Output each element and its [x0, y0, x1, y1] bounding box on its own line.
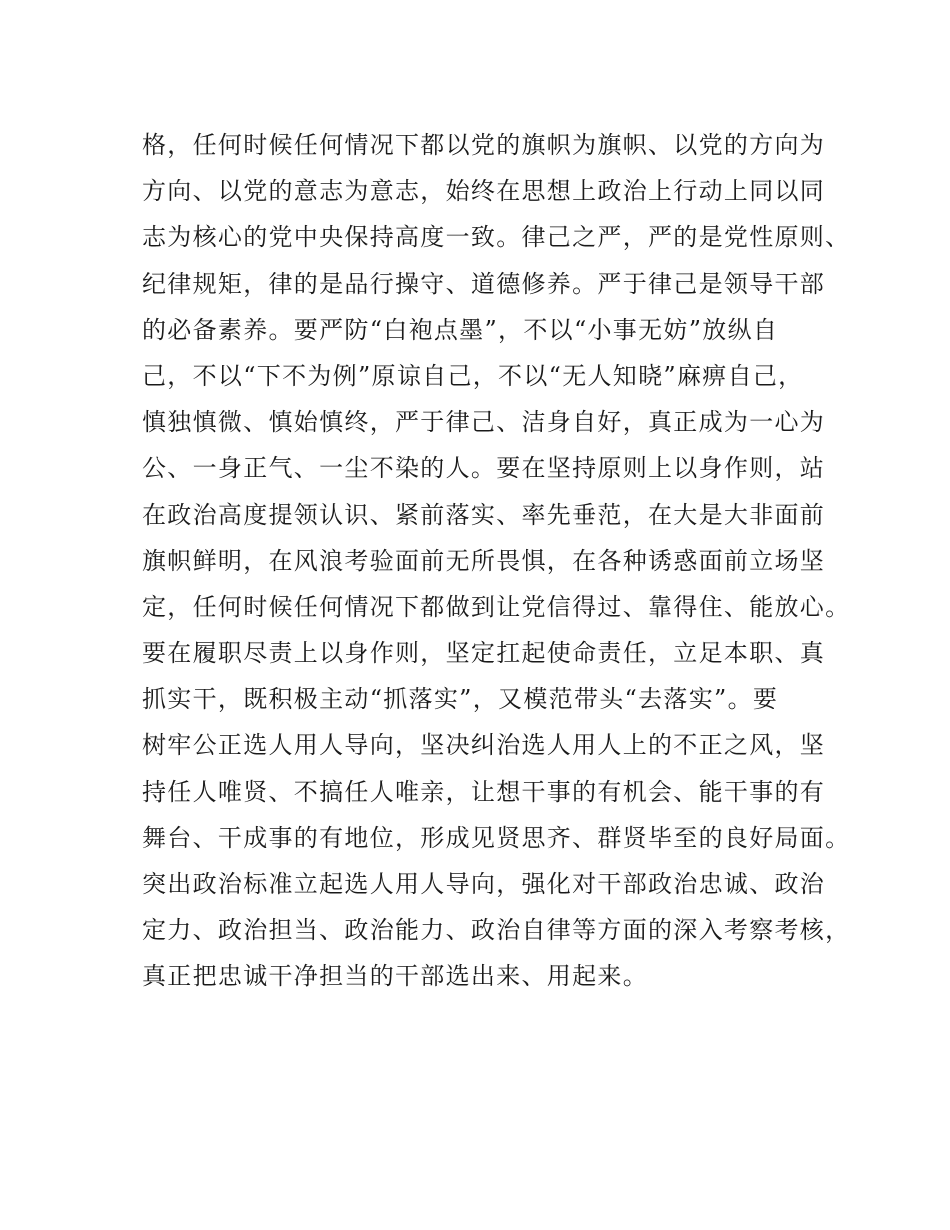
text-line: 真正把忠诚干净担当的干部选出来、用起来。 — [142, 962, 648, 991]
text-line: 在政治高度提领认识、紧前落实、率先垂范，在大是大非面前 — [142, 500, 826, 529]
text-line: 己，不以“下不为例”原谅自己，不以“无人知晓”麻痹自己， — [142, 361, 804, 390]
text-line: 志为核心的党中央保持高度一致。律己之严，严的是党性原则、 — [142, 223, 851, 252]
text-line: 方向、以党的意志为意志，始终在思想上政治上行动上同以同 — [142, 177, 826, 206]
text-line: 持任人唯贤、不搞任人唯亲，让想干事的有机会、能干事的有 — [142, 777, 826, 806]
text-line: 慎独慎微、慎始慎终，严于律己、洁身自好，真正成为一心为 — [142, 408, 826, 437]
text-line: 格，任何时候任何情况下都以党的旗帜为旗帜、以党的方向为 — [142, 131, 826, 159]
text-line: 舞台、干成事的有地位，形成见贤思齐、群贤毕至的良好局面。 — [142, 823, 851, 852]
text-line: 要在履职尽责上以身作则，坚定扛起使命责任，立足本职、真 — [142, 639, 826, 668]
text-line: 的必备素养。要严防“白袍点墨”，不以“小事无妨”放纵自 — [142, 315, 779, 344]
text-line: 纪律规矩，律的是品行操守、道德修养。严于律己是领导干部 — [142, 269, 826, 298]
text-line: 公、一身正气、一尘不染的人。要在坚持原则上以身作则，站 — [142, 454, 826, 483]
text-line: 旗帜鲜明，在风浪考验面前无所畏惧，在各种诱惑面前立场坚 — [142, 546, 826, 575]
text-line: 定，任何时候任何情况下都做到让党信得过、靠得住、能放心。 — [142, 592, 851, 621]
body-paragraph — [142, 122, 851, 1000]
text-line: 定力、政治担当、政治能力、政治自律等方面的深入考察考核， — [142, 916, 851, 945]
text-line: 突出政治标准立起选人用人导向，强化对干部政治忠诚、政治 — [142, 870, 826, 898]
text-line: 抓实干，既积极主动“抓落实”，又模范带头“去落实”。要 — [142, 685, 779, 714]
text-line: 树牢公正选人用人导向，坚决纠治选人用人上的不正之风，坚 — [142, 731, 826, 760]
